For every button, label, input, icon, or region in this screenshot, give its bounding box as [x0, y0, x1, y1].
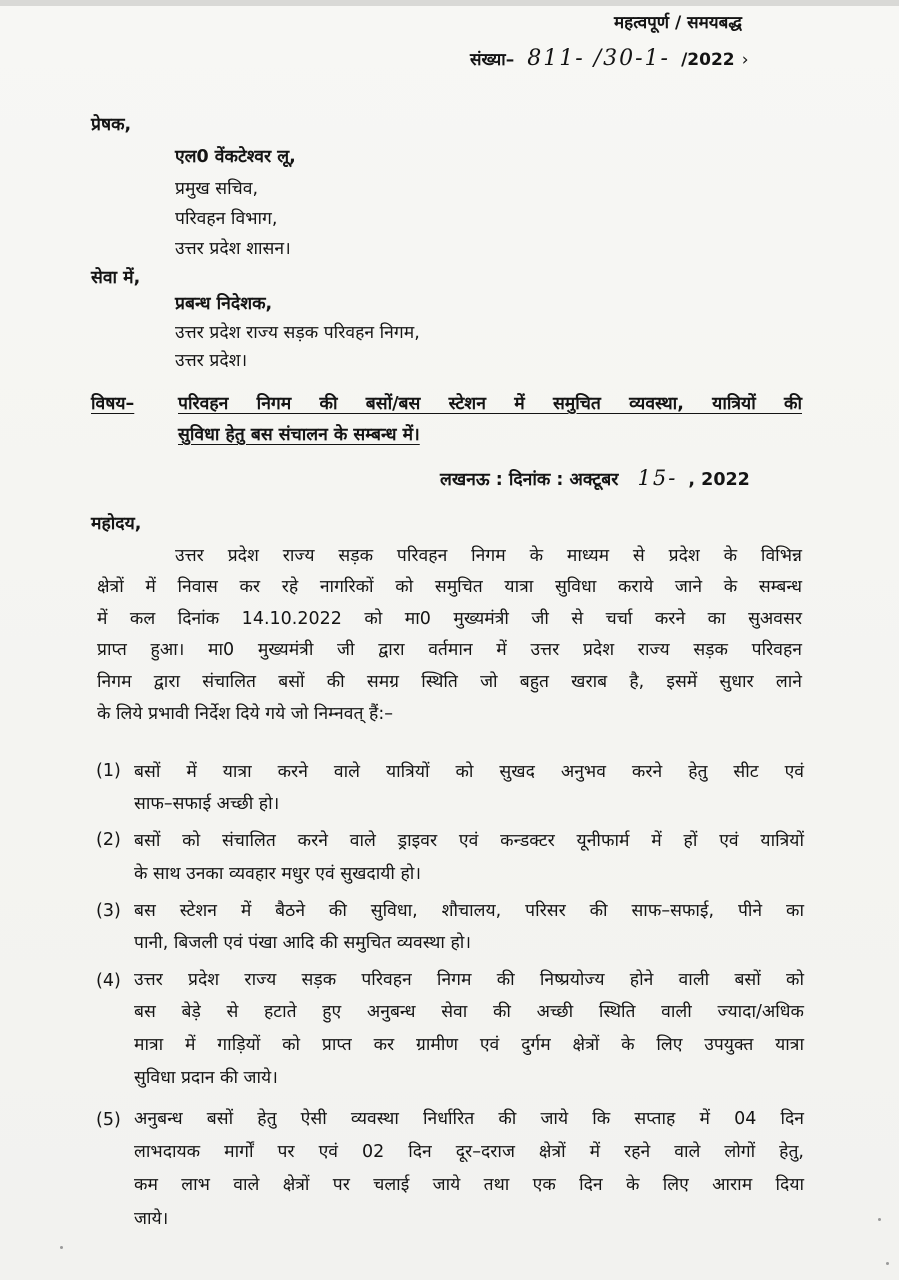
date-year: , 2022: [688, 470, 750, 490]
item-line: पानी, बिजली एवं पंखा आदि की समुचित व्यवस्था हो।: [134, 933, 471, 953]
subject-line-2: सुविधा हेतु बस संचालन के सम्बन्ध में।: [178, 425, 420, 445]
number-label: संख्या–: [470, 50, 515, 70]
item-line: कम लाभ वाले क्षेत्रों पर चलाई जाये तथा एक दिन के लिए आराम दिया: [134, 1175, 804, 1195]
paragraph-line: क्षेत्रों में निवास कर रहे नागरिकों को समुचित यात्रा सुविधा कराये जाने के सम्बन्ध: [97, 577, 802, 597]
letter-number: [470, 46, 749, 71]
handwritten-day: 15-: [637, 466, 678, 490]
scan-speck: [60, 1246, 63, 1249]
item-number: (3): [96, 901, 121, 921]
item-line: बसों में यात्रा करने वाले यात्रियों को सुखद अनुभव करने हेतु सीट एवं: [134, 762, 804, 782]
recipient-state: उत्तर प्रदेश।: [175, 351, 248, 371]
item-line: साफ–सफाई अच्छी हो।: [134, 794, 280, 814]
letter-date: [440, 466, 750, 491]
paragraph-line: में कल दिनांक 14.10.2022 को मा0 मुख्यमंत्री जी से चर्चा करने का सुअवसर: [97, 609, 802, 629]
item-number: (4): [96, 971, 121, 991]
page-top-edge: [0, 0, 899, 6]
item-line: उत्तर प्रदेश राज्य सड़क परिवहन निगम की निष्प्रयोज्य होने वाली बसों को: [134, 970, 804, 990]
sender-government: उत्तर प्रदेश शासन।: [175, 239, 291, 259]
item-line: बस स्टेशन में बैठने की सुविधा, शौचालय, परिसर की साफ–सफाई, पीने का: [134, 901, 804, 921]
item-line: के साथ उनका व्यवहार मधुर एवं सुखदायी हो।: [134, 864, 421, 884]
sender-designation: प्रमुख सचिव,: [175, 179, 259, 199]
scan-speck: [886, 1262, 889, 1265]
recipient-organization: उत्तर प्रदेश राज्य सड़क परिवहन निगम,: [175, 323, 420, 343]
item-number: (1): [96, 761, 121, 781]
number-year: /2022: [681, 50, 735, 70]
scan-speck: [878, 1218, 881, 1221]
recipient-designation: प्रबन्ध निदेशक,: [175, 294, 273, 314]
sender-label: प्रेषक,: [91, 115, 132, 135]
sender-department: परिवहन विभाग,: [175, 209, 278, 229]
recipient-label: सेवा में,: [91, 268, 141, 288]
priority-stamp: महत्वपूर्ण / समयबद्ध: [614, 13, 742, 33]
item-line: बस बेड़े से हटाते हुए अनुबन्ध सेवा की अच्छी स्थिति वाली ज्यादा/अधिक: [134, 1002, 804, 1022]
paragraph-line: के लिये प्रभावी निर्देश दिये गये जो निम्नवत् हैं:–: [97, 704, 393, 724]
item-line: अनुबन्ध बसों हेतु ऐसी व्यवस्था निर्धारित की जाये कि सप्ताह में 04 दिन: [134, 1109, 804, 1129]
item-line: सुविधा प्रदान की जाये।: [134, 1068, 278, 1088]
item-line: जाये।: [134, 1209, 169, 1229]
date-prefix: लखनऊ : दिनांक : अक्टूबर: [440, 470, 619, 490]
paragraph-line: उत्तर प्रदेश राज्य सड़क परिवहन निगम के माध्यम से प्रदेश के विभिन्न: [175, 546, 802, 566]
paragraph-line: निगम द्वारा संचालित बसों की समग्र स्थिति जो बहुत खराब है, इसमें सुधार लाने: [97, 672, 802, 692]
item-line: मात्रा में गाड़ियों को प्राप्त कर ग्रामीण एवं दुर्गम क्षेत्रों के लिए उपयुक्त यात्रा: [134, 1035, 804, 1055]
item-number: (2): [96, 830, 121, 850]
number-mark: ›: [741, 50, 749, 70]
salutation: महोदय,: [91, 514, 142, 534]
handwritten-number: 811- /30-1-: [527, 46, 670, 71]
item-number: (5): [96, 1110, 121, 1130]
item-line: लाभदायक मार्गों पर एवं 02 दिन दूर–दराज क्षेत्रों में रहने वाले लोगों हेतु,: [134, 1142, 804, 1162]
item-line: बसों को संचालित करने वाले ड्राइवर एवं कन्डक्टर यूनीफार्म में हों एवं यात्रियों: [134, 831, 804, 851]
subject-line-1: परिवहन निगम की बसों/बस स्टेशन में समुचित व्यवस्था, यात्रियों की: [178, 394, 802, 414]
subject-label: विषय–: [91, 394, 135, 414]
paragraph-line: प्राप्त हुआ। मा0 मुख्यमंत्री जी द्वारा वर्तमान में उत्तर प्रदेश राज्य सड़क परिवहन: [97, 640, 802, 660]
sender-name: एल0 वेंकटेश्वर लू,: [175, 147, 296, 167]
